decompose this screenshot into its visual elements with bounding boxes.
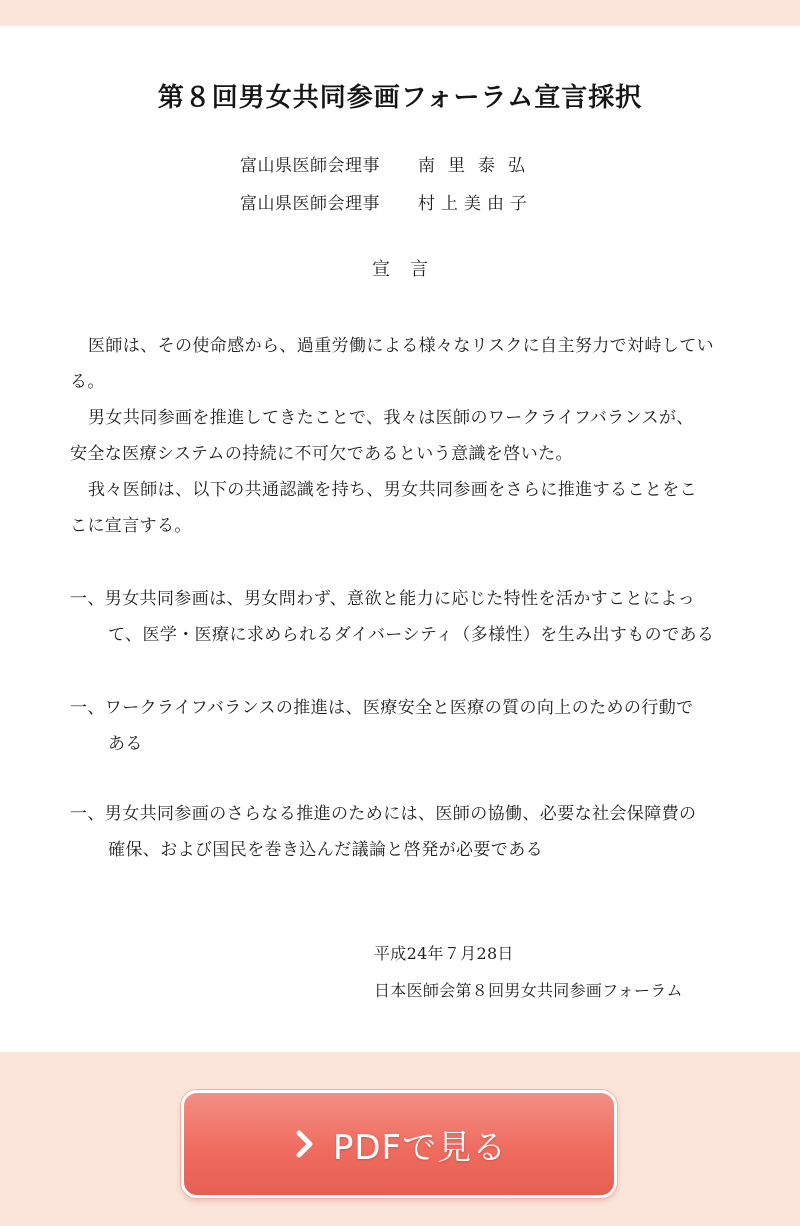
author-2-role: 富山県医師会理事 (240, 194, 380, 214)
chevron-right-icon (291, 1130, 319, 1158)
paragraph-line: 男女共同参画を推進してきたことで、我々は医師のワークライフバランスが、 (88, 408, 694, 428)
author-1-name: 南里泰弘 (418, 156, 538, 176)
declaration-item-1-line-2: て、医学・医療に求められるダイバーシティ（多様性）を生み出すものである (108, 625, 715, 645)
declaration-date: 平成24年７月28日 (374, 944, 514, 963)
paragraph-line: 医師は、その使命感から、過重労働による様々なリスクに自主努力で対峙してい (88, 336, 715, 356)
declaration-item-1-line-1: 一、男女共同参画は、男女問わず、意欲と能力に応じた特性を活かすことによっ (70, 589, 696, 609)
paragraph-line: こに宣言する。 (70, 516, 192, 536)
paragraph-line: 安全な医療システムの持続に不可欠であるという意識を啓いた。 (70, 444, 573, 464)
declaration-organization: 日本医師会第８回男女共同参画フォーラム (374, 981, 683, 1000)
paragraph-line: 我々医師は、以下の共通認識を持ち、男女共同参画をさらに推進することをこ (88, 480, 697, 500)
view-pdf-button[interactable] (181, 1090, 617, 1198)
author-2 (240, 189, 533, 214)
author-2-name: 村上美由子 (418, 194, 533, 214)
declaration-heading: 宣言 (372, 259, 448, 280)
declaration-item-3-line-1: 一、男女共同参画のさらなる推進のためには、医師の協働、必要な社会保障費の (70, 804, 697, 824)
document-page (0, 26, 800, 1052)
author-1 (240, 151, 538, 176)
view-pdf-button-label: PDFで見る (332, 1127, 508, 1168)
declaration-item-2-line-2: ある (108, 734, 143, 754)
paragraph-line: る。 (70, 372, 105, 392)
declaration-item-3-line-2: 確保、および国民を巻き込んだ議論と啓発が必要である (108, 840, 543, 860)
author-1-role: 富山県医師会理事 (240, 156, 380, 176)
declaration-item-2-line-1: 一、ワークライフバランスの推進は、医療安全と医療の質の向上のための行動で (70, 698, 694, 718)
document-title: 第８回男女共同参画フォーラム宣言採択 (157, 83, 643, 113)
